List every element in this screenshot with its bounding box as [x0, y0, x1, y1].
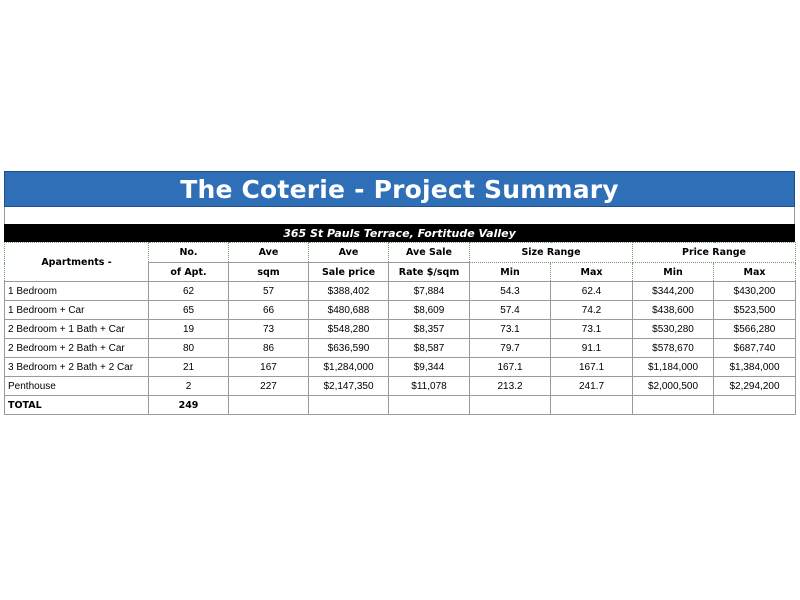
table-row — [5, 320, 796, 339]
header-rate-bottom: Rate $/sqm — [389, 263, 470, 282]
size-min: 79.7 — [470, 339, 551, 358]
header-price-min: Min — [633, 263, 714, 282]
price-max: $1,384,000 — [714, 358, 796, 377]
size-min: 73.1 — [470, 320, 551, 339]
table-row — [5, 358, 796, 377]
table-row — [5, 339, 796, 358]
average-rate: $11,078 — [389, 377, 470, 396]
header-size-max: Max — [551, 263, 633, 282]
size-max: 62.4 — [551, 282, 633, 301]
empty-cell — [309, 396, 389, 415]
header-price-top: Ave — [309, 243, 389, 263]
address-subtitle: 365 St Pauls Terrace, Fortitude Valley — [283, 226, 516, 240]
header-price-bottom: Sale price — [309, 263, 389, 282]
size-max: 167.1 — [551, 358, 633, 377]
apartment-type: 1 Bedroom — [5, 282, 149, 301]
size-min: 54.3 — [470, 282, 551, 301]
empty-cell — [389, 396, 470, 415]
header-sqm-bottom: sqm — [229, 263, 309, 282]
average-sale-price: $548,280 — [309, 320, 389, 339]
average-sqm: 167 — [229, 358, 309, 377]
size-max: 91.1 — [551, 339, 633, 358]
empty-cell — [551, 396, 633, 415]
size-max: 74.2 — [551, 301, 633, 320]
total-count: 249 — [149, 396, 229, 415]
price-max: $566,280 — [714, 320, 796, 339]
average-sale-price: $1,284,000 — [309, 358, 389, 377]
header-row-top — [5, 243, 796, 263]
empty-cell — [633, 396, 714, 415]
apartment-type: 2 Bedroom + 1 Bath + Car — [5, 320, 149, 339]
header-price-range: Price Range — [633, 243, 796, 263]
average-rate: $8,587 — [389, 339, 470, 358]
size-min: 167.1 — [470, 358, 551, 377]
title-banner — [4, 171, 795, 207]
size-min: 57.4 — [470, 301, 551, 320]
header-no-top: No. — [149, 243, 229, 263]
price-min: $2,000,500 — [633, 377, 714, 396]
apartment-type: 2 Bedroom + 2 Bath + Car — [5, 339, 149, 358]
average-sale-price: $388,402 — [309, 282, 389, 301]
apartment-count: 65 — [149, 301, 229, 320]
size-min: 213.2 — [470, 377, 551, 396]
price-max: $523,500 — [714, 301, 796, 320]
apartment-count: 2 — [149, 377, 229, 396]
apartment-type: Penthouse — [5, 377, 149, 396]
apartment-count: 80 — [149, 339, 229, 358]
header-apartments: Apartments - — [5, 243, 149, 282]
average-sale-price: $480,688 — [309, 301, 389, 320]
price-min: $578,670 — [633, 339, 714, 358]
apartment-type: 1 Bedroom + Car — [5, 301, 149, 320]
price-min: $344,200 — [633, 282, 714, 301]
address-banner — [4, 224, 795, 242]
spacer-row — [4, 207, 795, 224]
price-min: $438,600 — [633, 301, 714, 320]
table-row — [5, 377, 796, 396]
average-sqm: 73 — [229, 320, 309, 339]
size-max: 241.7 — [551, 377, 633, 396]
average-sqm: 66 — [229, 301, 309, 320]
size-max: 73.1 — [551, 320, 633, 339]
apartment-type: 3 Bedroom + 2 Bath + 2 Car — [5, 358, 149, 377]
price-max: $2,294,200 — [714, 377, 796, 396]
average-rate: $8,609 — [389, 301, 470, 320]
summary-table — [4, 242, 796, 415]
apartment-count: 19 — [149, 320, 229, 339]
header-size-min: Min — [470, 263, 551, 282]
table-row — [5, 282, 796, 301]
empty-cell — [714, 396, 796, 415]
header-sqm-top: Ave — [229, 243, 309, 263]
empty-cell — [470, 396, 551, 415]
average-sqm: 227 — [229, 377, 309, 396]
apartment-count: 62 — [149, 282, 229, 301]
header-no-bottom: of Apt. — [149, 263, 229, 282]
average-rate: $7,884 — [389, 282, 470, 301]
apartment-count: 21 — [149, 358, 229, 377]
total-row — [5, 396, 796, 415]
average-sale-price: $2,147,350 — [309, 377, 389, 396]
average-sale-price: $636,590 — [309, 339, 389, 358]
total-label: TOTAL — [5, 396, 149, 415]
price-max: $430,200 — [714, 282, 796, 301]
average-sqm: 57 — [229, 282, 309, 301]
project-summary-document — [4, 171, 795, 415]
price-min: $1,184,000 — [633, 358, 714, 377]
average-sqm: 86 — [229, 339, 309, 358]
page-title: The Coterie - Project Summary — [180, 174, 619, 204]
header-rate-top: Ave Sale — [389, 243, 470, 263]
header-price-max: Max — [714, 263, 796, 282]
average-rate: $9,344 — [389, 358, 470, 377]
price-min: $530,280 — [633, 320, 714, 339]
table-row — [5, 301, 796, 320]
average-rate: $8,357 — [389, 320, 470, 339]
price-max: $687,740 — [714, 339, 796, 358]
header-size-range: Size Range — [470, 243, 633, 263]
empty-cell — [229, 396, 309, 415]
